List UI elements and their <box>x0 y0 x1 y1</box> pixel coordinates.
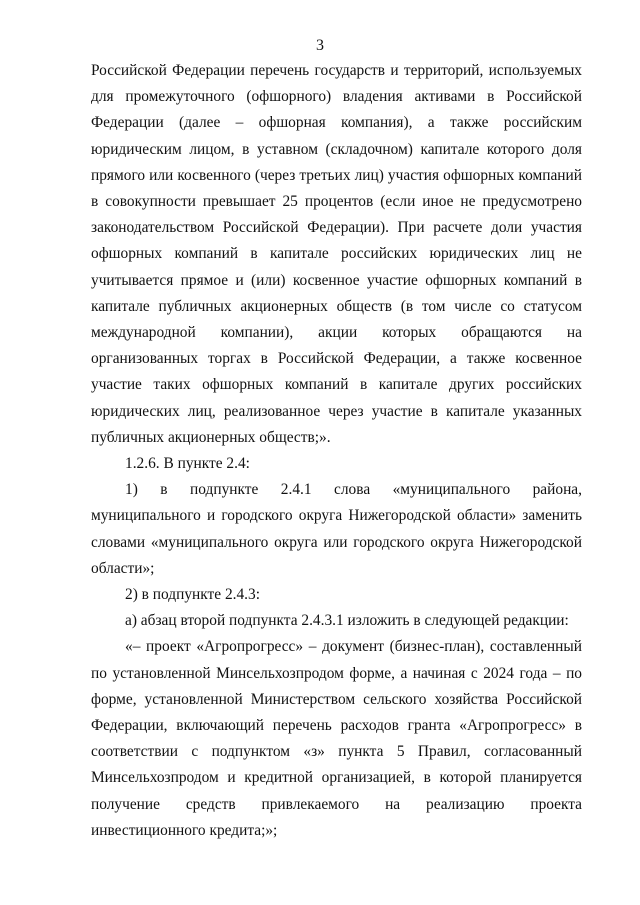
page-number: 3 <box>316 37 324 54</box>
paragraph-item-2: 2) в подпункте 2.4.3: <box>125 586 261 604</box>
paragraph-clause-1-2-6: 1.2.6. В пункте 2.4: <box>125 455 250 473</box>
paragraph-offshore-definition: Российской Федерации перечень государств и территорий, используемых для промежуточного (офшорного) владения активами в Российской Федерации (далее – офшорная компания), а также российским юридическим лицом, в уставном (складочном) капитале которого доля прямого или косвенного (через третьих лиц) участия офшорных компаний в совокупности превышает 25 процентов (если иное не предусмотрено законодательством Российской Федерации). При расчете доли участия офшорных компаний в капитале российских юридических лиц не учитывается прямое и (или) косвенное участие офшорных компаний в капитале публичных акционерных обществ (в том числе со статусом международной компании), акции которых обращаются на организованных торгах в Российской Федерации, а также косвенное участие таких офшорных компаний в капитале других российских юридических лиц, реализованное через участие в капитале указанных публичных акционерных обществ;». <box>91 62 582 446</box>
paragraph-item-1: 1) в подпункте 2.4.1 слова «муниципального района, муниципального и городского округа Нижегородской области» заменить словами «муниципального округа или городского округа Нижегородской области»; <box>91 481 582 577</box>
document-body <box>91 58 582 844</box>
paragraph-agroprogress-ending: инвестиционного кредита;»; <box>91 821 278 839</box>
paragraph-agroprogress-definition: «– проект «Агропрогресс» – документ (бизнес-план), составленный по установленной Минсельхозпродом форме, а начиная с 2024 года – по форме, установленной Министерством сельского хозяйства Российской Федерации, включающий перечень расходов гранта «Агропрогресс» в соответствии с подпунктом «з» пункта 5 Правил, согласованный Минсельхозпродом и кредитной организацией, в которой планируется получение средств привлекаемого на реализацию проекта <box>91 638 582 813</box>
paragraph-item-a: а) абзац второй подпункта 2.4.3.1 изложить в следующей редакции: <box>125 612 569 630</box>
